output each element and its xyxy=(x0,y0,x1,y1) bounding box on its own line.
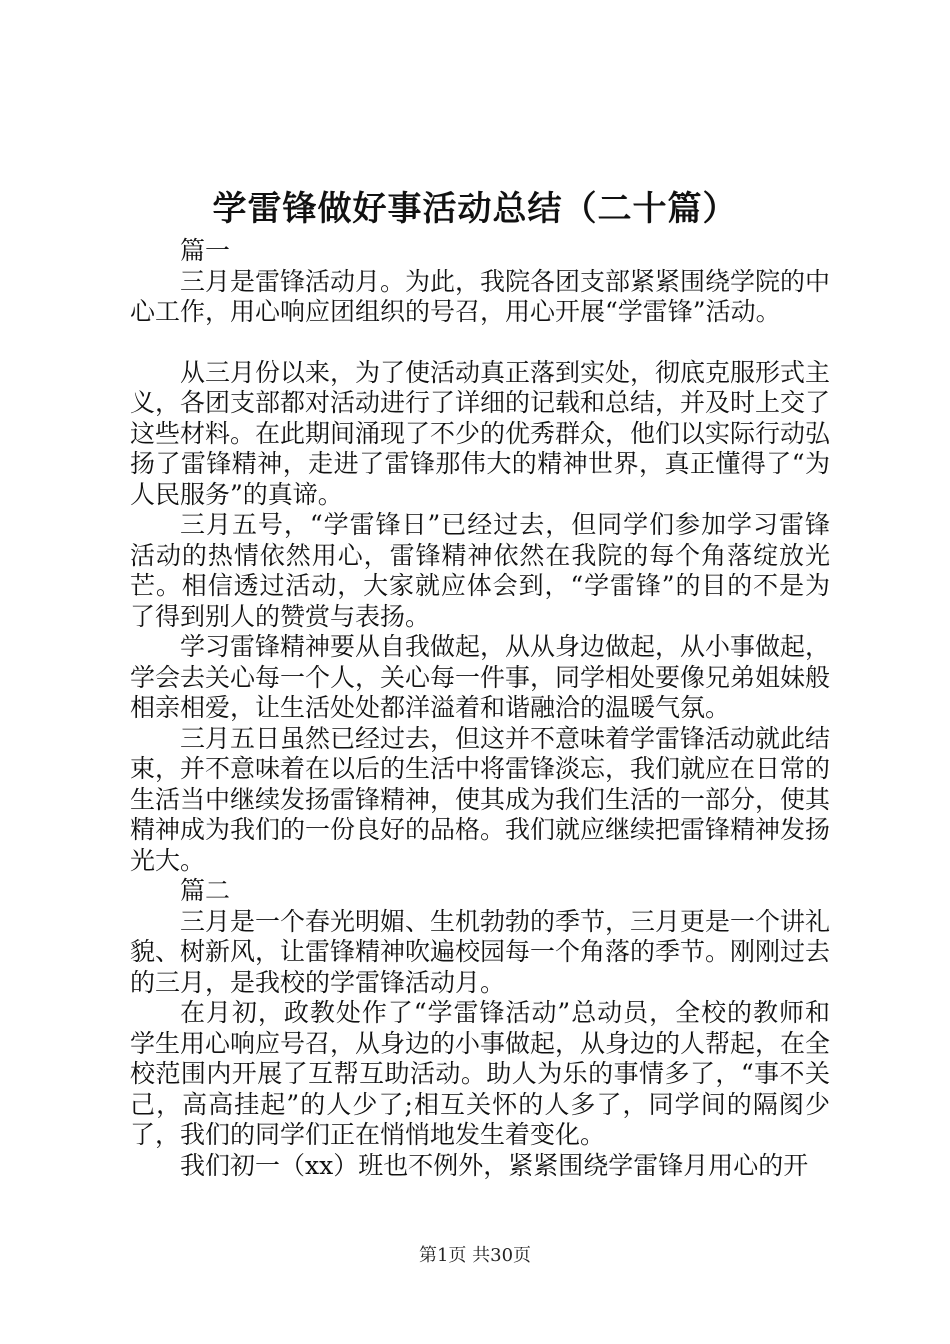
page-number-footer: 第1页 共30页 xyxy=(418,1245,532,1266)
paragraph: 从三月份以来，为了使活动真正落到实处，彻底克服形式主义，各团支部都对活动进行了详细的记载和总结，并及时上交了这些材料。在此期间涌现了不少的优秀群众，他们以实际行动弘扬了雷锋精神，走进了雷锋那伟大的精神世界，真正懂得了“为人民服务”的真谛。 xyxy=(130,357,831,509)
paragraph: 在月初，政教处作了“学雷锋活动”总动员，全校的教师和学生用心响应号召，从身边的小事做起，从身边的人帮起，在全校范围内开展了互帮互助活动。助人为乐的事情多了，“事不关己，高高挂起”的人少了;相互关怀的人多了，同学间的隔阂少了，我们的同学们正在悄悄地发生着变化。 xyxy=(130,998,831,1149)
paragraph-gap xyxy=(130,328,830,358)
section-heading-1: 篇一 xyxy=(180,236,231,265)
document-body xyxy=(130,236,830,1181)
section-heading-2: 篇二 xyxy=(180,876,231,905)
paragraph: 三月是一个春光明媚、生机勃勃的季节，三月更是一个讲礼貌、树新风，让雷锋精神吹遍校园每一个角落的季节。刚刚过去的三月，是我校的学雷锋活动月。 xyxy=(130,906,831,997)
document-title: 学雷锋做好事活动总结（二十篇） xyxy=(212,189,738,229)
paragraph: 我们初一（xx）班也不例外，紧紧围绕学雷锋月用心的开 xyxy=(180,1150,809,1180)
paragraph: 三月是雷锋活动月。为此，我院各团支部紧紧围绕学院的中心工作，用心响应团组织的号召，用心开展“学雷锋”活动。 xyxy=(130,266,831,326)
paragraph: 三月五日虽然已经过去，但这并不意味着学雷锋活动就此结束，并不意味着在以后的生活中将雷锋淡忘，我们就应在日常的生活当中继续发扬雷锋精神，使其成为我们生活的一部分，使其精神成为我们的一份良好的品格。我们就应继续把雷锋精神发扬光大。 xyxy=(130,723,831,875)
paragraph: 学习雷锋精神要从自我做起，从从身边做起，从小事做起，学会去关心每一个人，关心每一件事，同学相处要像兄弟姐妹般相亲相爱，让生活处处都洋溢着和谐融洽的温暖气氛。 xyxy=(130,632,831,722)
paragraph: 三月五号，“学雷锋日”已经过去，但同学们参加学习雷锋活动的热情依然用心，雷锋精神依然在我院的每个角落绽放光芒。相信透过活动，大家就应体会到，“学雷锋”的目的不是为了得到别人的赞赏与表扬。 xyxy=(130,510,830,631)
